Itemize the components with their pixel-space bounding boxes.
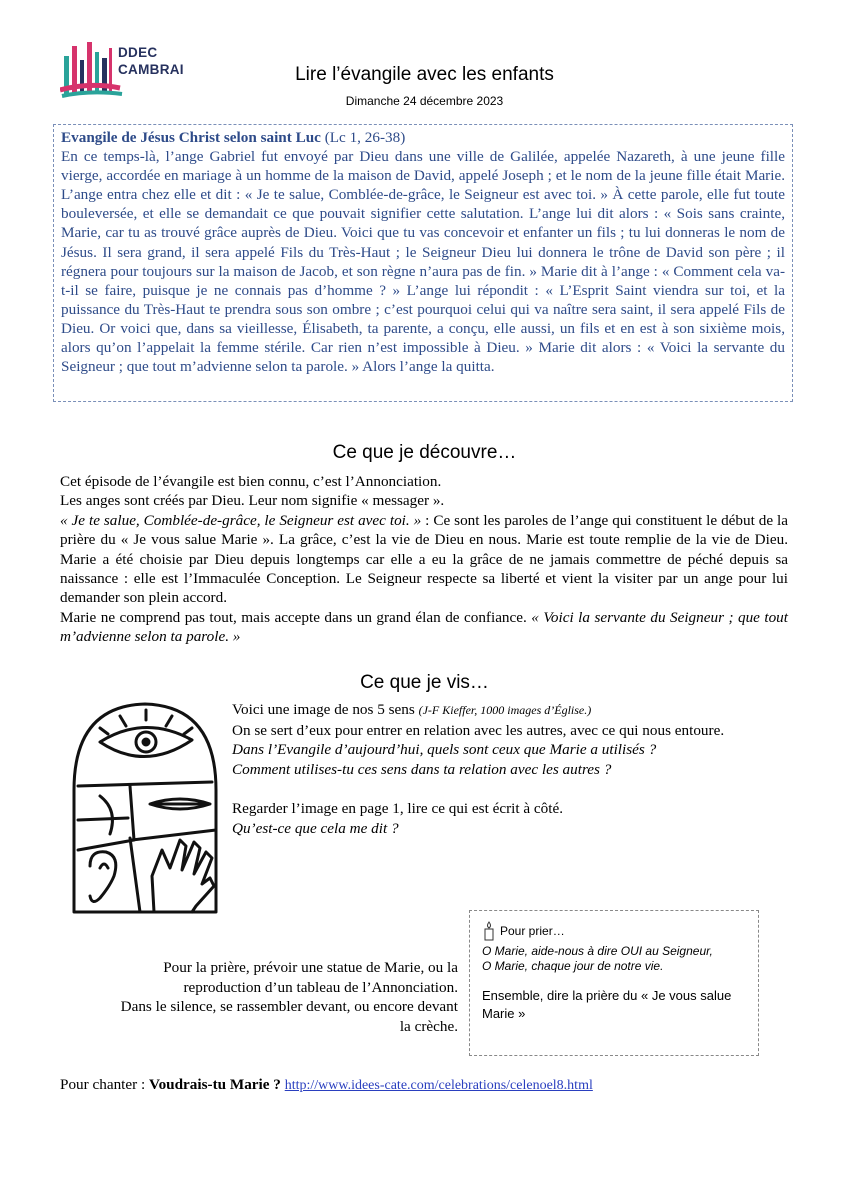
prayer-preparation: [60, 958, 458, 1036]
prayer-label: Pour prier…: [500, 923, 565, 938]
prep-line-3: Dans le silence, se rassembler devant, ou encore devant: [120, 998, 458, 1016]
discover-para-3-text: : Ce sont les paroles de l’ange qui constituent le début de la prière du « Je vous salue Marie ». La grâce, c’est la vie de Dieu en nous. Marie est toute remplie de la vie de Dieu. Marie a été choisie par Dieu depuis longtemps car elle a eu la grâce de ne jamais commettre de péché depuis sa naissance : elle est l’Immaculée Conception. Le Seigneur respecte sa liberté et vient la visiter par un ange pour lui demander son plein accord.: [60, 511, 789, 607]
chant-link[interactable]: http://www.idees-cate.com/celebrations/celenoel8.html: [284, 1078, 593, 1093]
live-line-1-text: Voici une image de nos 5 sens: [232, 701, 419, 718]
gospel-reference: (Lc 1, 26-38): [320, 129, 406, 146]
candle-icon: [482, 921, 496, 941]
prayer-line-1: O Marie, aide-nous à dire OUI au Seigneur,: [482, 944, 713, 958]
discover-para-4-text: Marie ne comprend pas tout, mais accepte dans un grand élan de confiance.: [60, 608, 532, 626]
live-question-2: Comment utilises-tu ces sens dans ta relation avec les autres ?: [232, 760, 612, 778]
live-line-3: Regarder l’image en page 1, lire ce qui est écrit à côté.: [232, 799, 564, 817]
discover-para-3: [60, 511, 788, 608]
prayer-box: [469, 910, 759, 1056]
prayer-label-row: [482, 921, 746, 941]
chant-line: [60, 1076, 593, 1094]
image-source: (J-F Kieffer, 1000 images d’Église.): [418, 703, 592, 717]
page-title: Lire l’évangile avec les enfants: [295, 64, 554, 85]
gospel-box: [53, 124, 793, 402]
live-line-1: [232, 700, 772, 721]
live-title: Ce que je vis…: [360, 672, 489, 693]
prep-line-1: Pour la prière, prévoir une statue de Marie, ou la: [163, 959, 458, 976]
discover-line-1: Cet épisode de l’évangile est bien connu, c’est l’Annonciation.: [60, 473, 442, 490]
spacer: [232, 779, 772, 799]
prayer-line-2: O Marie, chaque jour de notre vie.: [482, 959, 664, 973]
discover-line-2: Les anges sont créés par Dieu. Leur nom signifie « messager ».: [60, 492, 445, 510]
prayer-together: Ensemble, dire la prière du « Je vous salue Marie »: [482, 988, 732, 1021]
discover-para-4: [60, 608, 788, 647]
discover-title: Ce que je découvre…: [332, 442, 517, 463]
five-senses-image: [70, 700, 220, 915]
live-question-1: Dans l’Evangile d’aujourd’hui, quels sont ceux que Marie a utilisés ?: [232, 741, 657, 759]
logo-line-1: DDEC: [118, 45, 158, 60]
live-line-2: On se sert d’eux pour entrer en relation avec les autres, avec ce qui nous entoure.: [232, 721, 725, 739]
live-text: [232, 700, 772, 838]
gospel-text: En ce temps-là, l’ange Gabriel fut envoyé par Dieu dans une ville de Galilée, appelée Nazareth, à une jeune fille vierge, accordée en mariage à un homme de la maison de David, appelé Joseph ; et le nom de la jeune fille était Marie. L’ange entra chez elle et dit : « Je te salue, Comblée-de-grâce, le Seigneur est avec toi. » À cette parole, elle fut toute bouleversée, et elle se demandait ce que pouvait signifier cette salutation. L’ange lui dit alors : « Sois sans crainte, Marie, car tu as trouvé grâce auprès de Dieu. Voici que tu vas concevoir et enfanter un fils ; tu lui donneras le nom de Jésus. Il sera grand, il sera appelé Fils du Très-Haut ; le Seigneur Dieu lui donnera le trône de David son père ; il régnera pour toujours sur la maison de Jacob, et son règne n’aura pas de fin. » Marie dit à l’ange : « Comment cela va-t-il se faire, puisque je ne connais pas d’homme ? » L’ange lui répondit : « L’Esprit Saint viendra sur toi, et la puissance du Très-Haut te prendra sous son ombre ; c’est pourquoi celui qui va naître sera saint, il sera appelé Fils de Dieu. Or voici que, dans sa vieillesse, Élisabeth, ta parente, a conçu, elle aussi, un fils et en est à son sixième mois, alors qu’on l’appelait la femme stérile. Car rien n’est impossible à Dieu. » Marie dit alors : « Voici la servante du Seigneur ; que tout m’advienne selon ta parole. » Alors l’ange la quitta.: [61, 148, 785, 376]
chant-song: Voudrais-tu Marie ?: [149, 1076, 281, 1093]
discover-quote-1: « Je te salue, Comblée-de-grâce, le Seigneur est avec toi. »: [60, 511, 422, 529]
page-date: Dimanche 24 décembre 2023: [345, 94, 504, 108]
chant-prefix: Pour chanter :: [60, 1076, 149, 1093]
prep-line-2: reproduction d’un tableau de l’Annonciation.: [183, 978, 458, 996]
live-question-3: Qu’est-ce que cela me dit ?: [232, 819, 399, 837]
discover-body: [60, 472, 788, 647]
logo-line-2: CAMBRAI: [118, 62, 184, 77]
gospel-heading: Evangile de Jésus Christ selon saint Luc: [61, 129, 321, 146]
gospel-heading-line: [61, 128, 785, 147]
prep-line-4: la crèche.: [399, 1017, 458, 1035]
discover-quote-2: « Voici la servante du Seigneur ; que tout m’advienne selon ta parole. »: [60, 608, 788, 646]
